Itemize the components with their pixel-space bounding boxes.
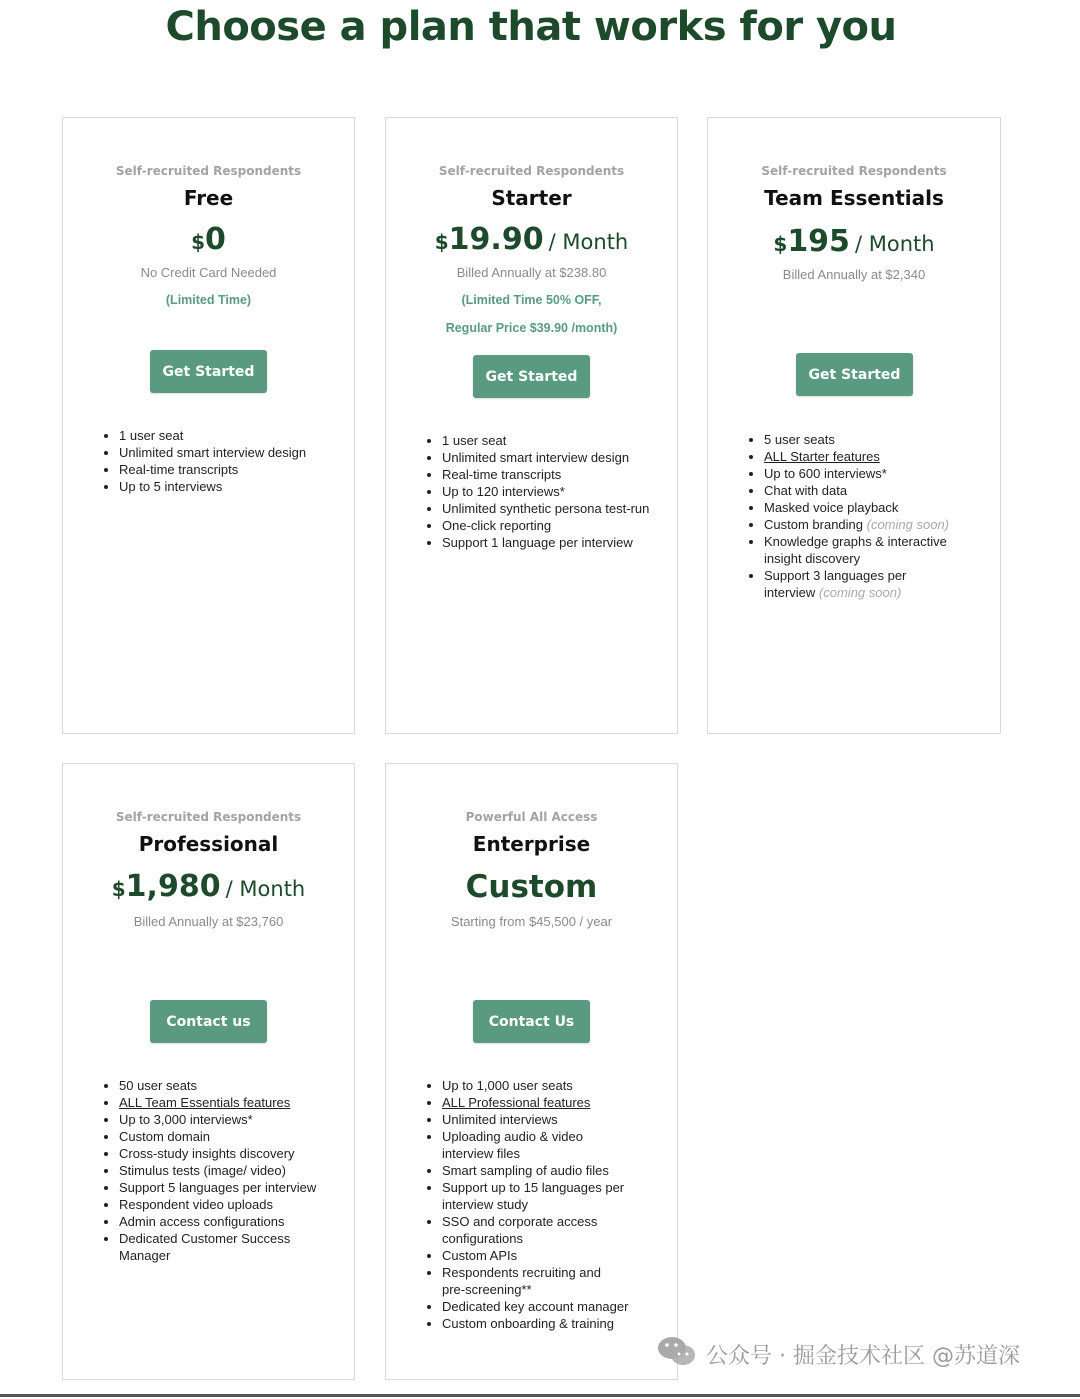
plan-card-enterprise [385, 763, 678, 1380]
price-currency: $ [111, 877, 126, 901]
feature-link[interactable]: ALL Team Essentials features [119, 1095, 291, 1110]
price-currency: $ [191, 230, 206, 254]
feature-item: • Smart sampling of audio files [442, 1162, 642, 1179]
price-period: / Month [548, 230, 629, 254]
plan-name: Enterprise [472, 832, 591, 856]
billing-note: Starting from $45,500 / year [450, 914, 613, 929]
plan-price [63, 222, 354, 257]
billing-note: Billed Annually at $2,340 [782, 267, 926, 282]
feature-item: • Respondent video uploads [119, 1196, 349, 1213]
feature-item: • Up to 5 interviews [119, 478, 359, 495]
feature-item: • Real-time transcripts [119, 461, 359, 478]
contact-us-button[interactable]: Contact us [150, 1000, 267, 1043]
plan-price [63, 869, 354, 904]
plan-card-team-essentials [707, 117, 1001, 734]
price-period: / Month [855, 232, 935, 256]
feature-item: • 1 user seat [442, 432, 662, 449]
feature-text: Support 3 languages per interview [764, 568, 907, 600]
feature-item: • Cross-study insights discovery [119, 1145, 349, 1162]
plan-card-free [62, 117, 355, 734]
plan-category: Self-recruited Respondents [761, 164, 947, 178]
price-amount: 19.90 [448, 222, 544, 257]
contact-us-button[interactable]: Contact Us [473, 1000, 590, 1043]
plan-name: Free [183, 186, 234, 210]
feature-item: • Dedicated key account manager [442, 1298, 642, 1315]
feature-text: Custom branding [764, 517, 863, 532]
feature-item: • Real-time transcripts [442, 466, 662, 483]
plan-price [386, 869, 677, 905]
plan-price [386, 222, 677, 257]
plan-card-professional [62, 763, 355, 1380]
price-custom: Custom [465, 869, 598, 905]
feature-list [744, 431, 974, 601]
plan-name: Team Essentials [764, 186, 944, 210]
feature-item: • Up to 600 interviews* [764, 465, 974, 482]
price-currency: $ [773, 232, 788, 256]
feature-item: • One-click reporting [442, 517, 662, 534]
feature-item: • Support up to 15 languages per interview study [442, 1179, 642, 1213]
price-amount: 0 [205, 222, 226, 257]
feature-item: • Unlimited smart interview design [119, 444, 359, 461]
feature-item: • Respondents recruiting and pre-screening** [442, 1264, 617, 1298]
billing-note: No Credit Card Needed [140, 265, 277, 280]
feature-item: • Unlimited synthetic persona test-run [442, 500, 662, 517]
bottom-divider [0, 1394, 1080, 1397]
coming-soon-note: (coming soon) [818, 585, 902, 600]
price-amount: 195 [787, 224, 850, 259]
price-currency: $ [434, 230, 449, 254]
plan-name: Starter [491, 186, 572, 210]
feature-item [442, 1094, 642, 1111]
promo-text: (Limited Time) [165, 293, 252, 307]
feature-list [99, 427, 359, 495]
feature-item [764, 516, 974, 533]
feature-item [764, 448, 974, 465]
feature-item: • Support 5 languages per interview [119, 1179, 349, 1196]
promo-text: Regular Price $39.90 /month) [445, 321, 618, 335]
feature-item: • Uploading audio & video interview files [442, 1128, 602, 1162]
plan-price [708, 224, 1000, 259]
feature-item: • 5 user seats [764, 431, 974, 448]
feature-item: • SSO and corporate access configurations [442, 1213, 612, 1247]
price-amount: 1,980 [125, 869, 221, 904]
feature-item: • Masked voice playback [764, 499, 974, 516]
plan-category: Self-recruited Respondents [115, 164, 302, 178]
feature-item: • Stimulus tests (image/ video) [119, 1162, 349, 1179]
feature-item: • Up to 3,000 interviews* [119, 1111, 349, 1128]
feature-item [119, 1094, 349, 1111]
feature-item: • 1 user seat [119, 427, 359, 444]
feature-list [422, 1077, 642, 1332]
get-started-button[interactable]: Get Started [473, 355, 590, 398]
feature-item [764, 567, 924, 601]
feature-item: • Unlimited interviews [442, 1111, 642, 1128]
feature-item: • Custom onboarding & training [442, 1315, 642, 1332]
feature-item: • Support 1 language per interview [442, 534, 662, 551]
feature-list [422, 432, 662, 551]
feature-item: • Knowledge graphs & interactive insight discovery [764, 533, 974, 567]
get-started-button[interactable]: Get Started [150, 350, 267, 393]
feature-item: • Chat with data [764, 482, 974, 499]
page-title: Choose a plan that works for you [165, 4, 897, 50]
promo-text: (Limited Time 50% OFF, [461, 293, 602, 307]
watermark [656, 1336, 1020, 1372]
coming-soon-note: (coming soon) [866, 517, 949, 532]
feature-link[interactable]: ALL Professional features [442, 1095, 591, 1110]
billing-note: Billed Annually at $23,760 [133, 914, 284, 929]
feature-item: • Dedicated Customer Success Manager [119, 1230, 299, 1264]
watermark-text: 公众号 · 掘金技术社区 @苏道深 [706, 1343, 1020, 1369]
feature-list [99, 1077, 349, 1264]
wechat-icon [656, 1334, 698, 1374]
plan-category: Self-recruited Respondents [438, 164, 625, 178]
plan-name: Professional [138, 832, 279, 856]
feature-item: • Admin access configurations [119, 1213, 349, 1230]
feature-link[interactable]: ALL Starter features [764, 449, 880, 464]
feature-item: • Custom domain [119, 1128, 349, 1145]
feature-item: • 50 user seats [119, 1077, 349, 1094]
plan-card-starter [385, 117, 678, 734]
plan-category: Powerful All Access [465, 810, 598, 824]
billing-note: Billed Annually at $238.80 [456, 265, 607, 280]
plan-category: Self-recruited Respondents [115, 810, 302, 824]
feature-item: • Custom APIs [442, 1247, 642, 1264]
get-started-button[interactable]: Get Started [796, 353, 913, 396]
feature-item: • Unlimited smart interview design [442, 449, 662, 466]
price-period: / Month [225, 877, 306, 901]
feature-item: • Up to 1,000 user seats [442, 1077, 642, 1094]
feature-item: • Up to 120 interviews* [442, 483, 662, 500]
